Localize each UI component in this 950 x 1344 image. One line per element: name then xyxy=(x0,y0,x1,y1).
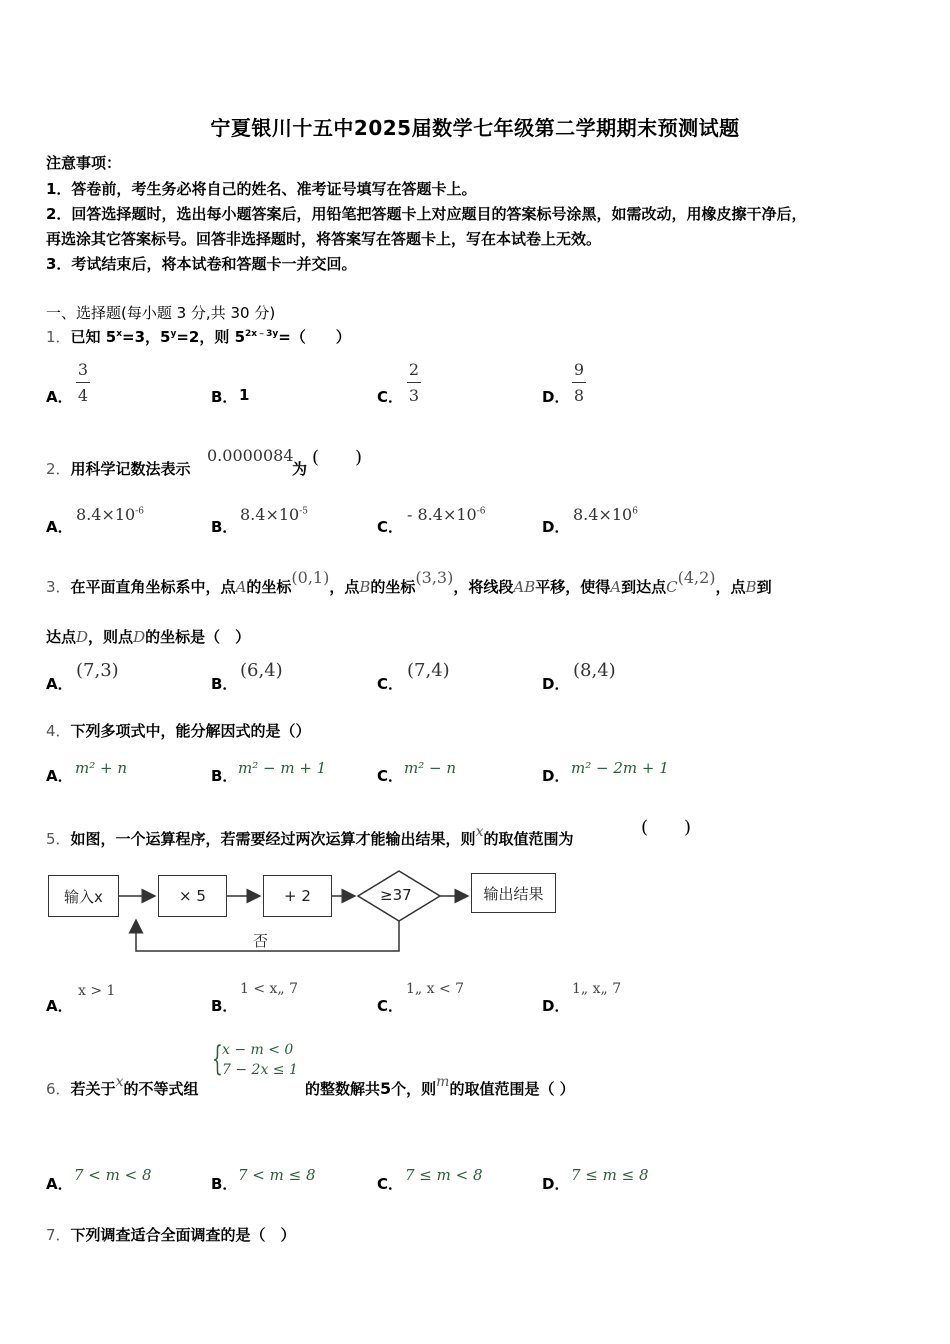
q5-option-a: x > 1 xyxy=(78,983,116,999)
q2-option-c-label: C． xyxy=(377,518,404,536)
q4-option-c-label: C． xyxy=(377,767,404,785)
q4-option-b-label: B． xyxy=(211,767,238,785)
q3-t9: 到 xyxy=(756,578,772,596)
q2-option-b-label: B． xyxy=(211,518,238,536)
q1-a-numerator: 3 xyxy=(77,360,89,379)
q3-coord-b: (3,3) xyxy=(415,568,454,587)
q1-d-denominator: 8 xyxy=(573,386,585,405)
flow-times-label: × 5 xyxy=(179,887,206,905)
q6-option-d: 7 ≤ m ≤ 8 xyxy=(571,1166,649,1184)
q6-t1: 若关于 xyxy=(70,1080,116,1098)
q1-text-mid2: =2，则 5 xyxy=(176,328,246,346)
q6-option-a: 7 < m < 8 xyxy=(74,1166,152,1184)
q3-segment-ab: AB xyxy=(513,578,536,596)
flow-output-box xyxy=(471,873,556,913)
q6-option-a-label: A． xyxy=(46,1175,73,1193)
notice-line-1: 1．答卷前，考生务必将自己的姓名、准考证号填写在答题卡上。 xyxy=(46,180,477,198)
q4-number: 4． xyxy=(46,722,71,740)
q6-option-c: 7 ≤ m < 8 xyxy=(405,1166,483,1184)
flow-input-label: 输入x xyxy=(64,887,103,906)
q1-exp-1: x xyxy=(116,329,123,339)
flow-plus-label: + 2 xyxy=(284,887,311,905)
q2-number: 2． xyxy=(46,460,71,478)
notice-line-3: 3．考试结束后，将本试卷和答题卡一并交回。 xyxy=(46,255,357,273)
q3-option-b-label: B． xyxy=(211,675,238,693)
q3-point-a-2: A xyxy=(610,578,622,596)
q1-c-numerator: 2 xyxy=(408,360,420,379)
notice-heading: 注意事项： xyxy=(46,154,122,172)
q1-c-denominator: 3 xyxy=(408,386,420,405)
q2-b-mantissa: 8.4×10 xyxy=(240,505,300,524)
q2-b-exp: -5 xyxy=(299,506,308,517)
q3-t7: 到达点 xyxy=(621,578,667,596)
q1-a-denominator: 4 xyxy=(77,386,89,405)
q3-t8: ，点 xyxy=(715,578,746,596)
question-7 xyxy=(46,1224,296,1245)
q3-option-b: (6,4) xyxy=(240,660,283,681)
q1-option-b-label: B． xyxy=(211,388,238,406)
q1-d-numerator: 9 xyxy=(573,360,585,379)
q3-t3: ，点 xyxy=(329,578,360,596)
q5-option-b-label: B． xyxy=(211,997,238,1015)
q2-a-exp: -6 xyxy=(135,506,144,517)
q1-number: 1． xyxy=(46,328,71,346)
q1-text-pre: 已知 5 xyxy=(70,328,117,346)
q6-system-line-2: 7 − 2x ≤ 1 xyxy=(222,1062,298,1078)
q5-option-a-label: A． xyxy=(46,997,73,1015)
q3-option-d-label: D． xyxy=(542,675,570,693)
q3-number: 3． xyxy=(46,578,71,596)
q3-t1: 在平面直角坐标系中，点 xyxy=(70,578,236,596)
q3-t6: 平移，使得 xyxy=(535,578,611,596)
q5-option-d: 1„ x„ 7 xyxy=(572,981,622,997)
q1-text-mid1: =3，5 xyxy=(122,328,171,346)
q1-option-b-value: 1 xyxy=(239,386,250,404)
q6-inequality-system xyxy=(212,1040,302,1082)
q3-point-b: B xyxy=(359,578,371,596)
q2-text-post: 为 xyxy=(292,460,308,478)
q3-l2a: 达点 xyxy=(46,628,77,646)
q4-option-a-label: A． xyxy=(46,767,73,785)
section-heading: 一、选择题(每小题 3 分,共 30 分) xyxy=(46,304,276,322)
q4-option-c: m² − n xyxy=(404,759,457,777)
q6-t4: 个，则 xyxy=(391,1080,437,1098)
q6-t5: 的取值范围是（ ） xyxy=(449,1080,575,1098)
q2-answer-paren: ( ) xyxy=(312,447,363,468)
q3-point-a: A xyxy=(235,578,247,596)
q3-point-d-2: D xyxy=(133,628,146,646)
q6-option-b: 7 < m ≤ 8 xyxy=(238,1166,316,1184)
q2-option-d-label: D． xyxy=(542,518,570,536)
q3-option-a-label: A． xyxy=(46,675,73,693)
q5-t1: 如图，一个运算程序，若需要经过两次运算才能输出结果，则 xyxy=(70,830,476,848)
q3-t2: 的坐标 xyxy=(246,578,292,596)
q6-option-c-label: C． xyxy=(377,1175,404,1193)
q2-c-exp: -6 xyxy=(476,506,486,517)
q6-variable-m: m xyxy=(436,1074,450,1090)
q5-option-b: 1 < x„ 7 xyxy=(240,981,299,997)
q1-exp-3: 2x﹣3y xyxy=(245,329,279,339)
q6-count: 5 xyxy=(380,1079,392,1098)
q1-exp-2: y xyxy=(170,329,177,339)
q3-l2c: 的坐标是（ ） xyxy=(145,628,251,646)
q3-option-c-label: C． xyxy=(377,675,404,693)
q2-text: 用科学记数法表示 xyxy=(70,460,191,478)
q1-option-a-label: A． xyxy=(46,388,73,406)
flow-output-label: 输出结果 xyxy=(483,884,544,903)
q3-coord-c: (4,2) xyxy=(677,568,716,587)
q2-a-mantissa: 8.4×10 xyxy=(76,505,136,524)
q4-text: 下列多项式中，能分解因式的是（） xyxy=(70,722,311,740)
q1-option-d-label: D． xyxy=(542,388,570,406)
q6-option-b-label: B． xyxy=(211,1175,238,1193)
q1-option-c-label: C． xyxy=(377,388,404,406)
q3-t4: 的坐标 xyxy=(370,578,416,596)
q3-option-d: (8,4) xyxy=(573,660,616,681)
flow-plus-box xyxy=(263,875,332,917)
q3-t5: ，将线段 xyxy=(453,578,514,596)
q6-option-d-label: D． xyxy=(542,1175,570,1193)
q2-d-exp: 6 xyxy=(632,506,638,517)
q6-variable-x: x xyxy=(115,1074,124,1090)
question-6-post xyxy=(305,1074,575,1099)
q3-point-c: C xyxy=(666,578,678,596)
page-title: 宁夏银川十五中2025届数学七年级第二学期期末预测试题 xyxy=(210,116,740,140)
q7-number: 7． xyxy=(46,1226,71,1244)
q1-text-post: =（ ） xyxy=(278,328,351,346)
q6-t2: 的不等式组 xyxy=(123,1080,199,1098)
q3-coord-a: (0,1) xyxy=(291,568,330,587)
q2-c-mantissa: - 8.4×10 xyxy=(407,505,477,524)
q4-option-d: m² − 2m + 1 xyxy=(571,759,669,777)
q4-option-a: m² + n xyxy=(75,759,128,777)
q5-number: 5． xyxy=(46,830,71,848)
q5-option-d-label: D． xyxy=(542,997,570,1015)
q5-option-c-label: C． xyxy=(377,997,404,1015)
flow-condition-label: ≥37 xyxy=(380,886,412,904)
q5-t2: 的取值范围为 xyxy=(483,830,574,848)
q5-variable-x: x xyxy=(475,824,484,840)
q7-text: 下列调查适合全面调查的是（ ） xyxy=(70,1226,296,1244)
flow-times-box xyxy=(158,875,227,917)
q2-value: 0.0000084 xyxy=(207,446,294,465)
q6-t3: 的整数解共 xyxy=(305,1080,381,1098)
brace-icon: { xyxy=(212,1039,223,1079)
notice-line-2b: 再选涂其它答案标号。回答非选择题时，将答案写在答题卡上，写在本试卷上无效。 xyxy=(46,230,602,248)
q6-number: 6． xyxy=(46,1080,71,1098)
q2-option-a-label: A． xyxy=(46,518,73,536)
question-6-pre xyxy=(46,1074,199,1099)
q3-point-b-2: B xyxy=(745,578,757,596)
q3-l2b: ，则点 xyxy=(88,628,134,646)
flow-input-box xyxy=(48,875,119,917)
q5-answer-paren: ( ) xyxy=(641,817,692,838)
q3-point-d: D xyxy=(76,628,89,646)
q2-d-mantissa: 8.4×10 xyxy=(573,505,633,524)
q6-system-line-1: x − m < 0 xyxy=(222,1042,294,1058)
q4-option-b: m² − m + 1 xyxy=(238,759,327,777)
q5-option-c: 1„ x < 7 xyxy=(406,981,465,997)
flow-no-label: 否 xyxy=(253,932,269,950)
q3-option-c: (7,4) xyxy=(407,660,450,681)
q4-option-d-label: D． xyxy=(542,767,570,785)
notice-line-2a: 2．回答选择题时，选出每小题答案后，用铅笔把答题卡上对应题目的答案标号涂黑，如需改动，用橡皮擦干净后， xyxy=(46,205,807,223)
q3-option-a: (7,3) xyxy=(76,660,119,681)
